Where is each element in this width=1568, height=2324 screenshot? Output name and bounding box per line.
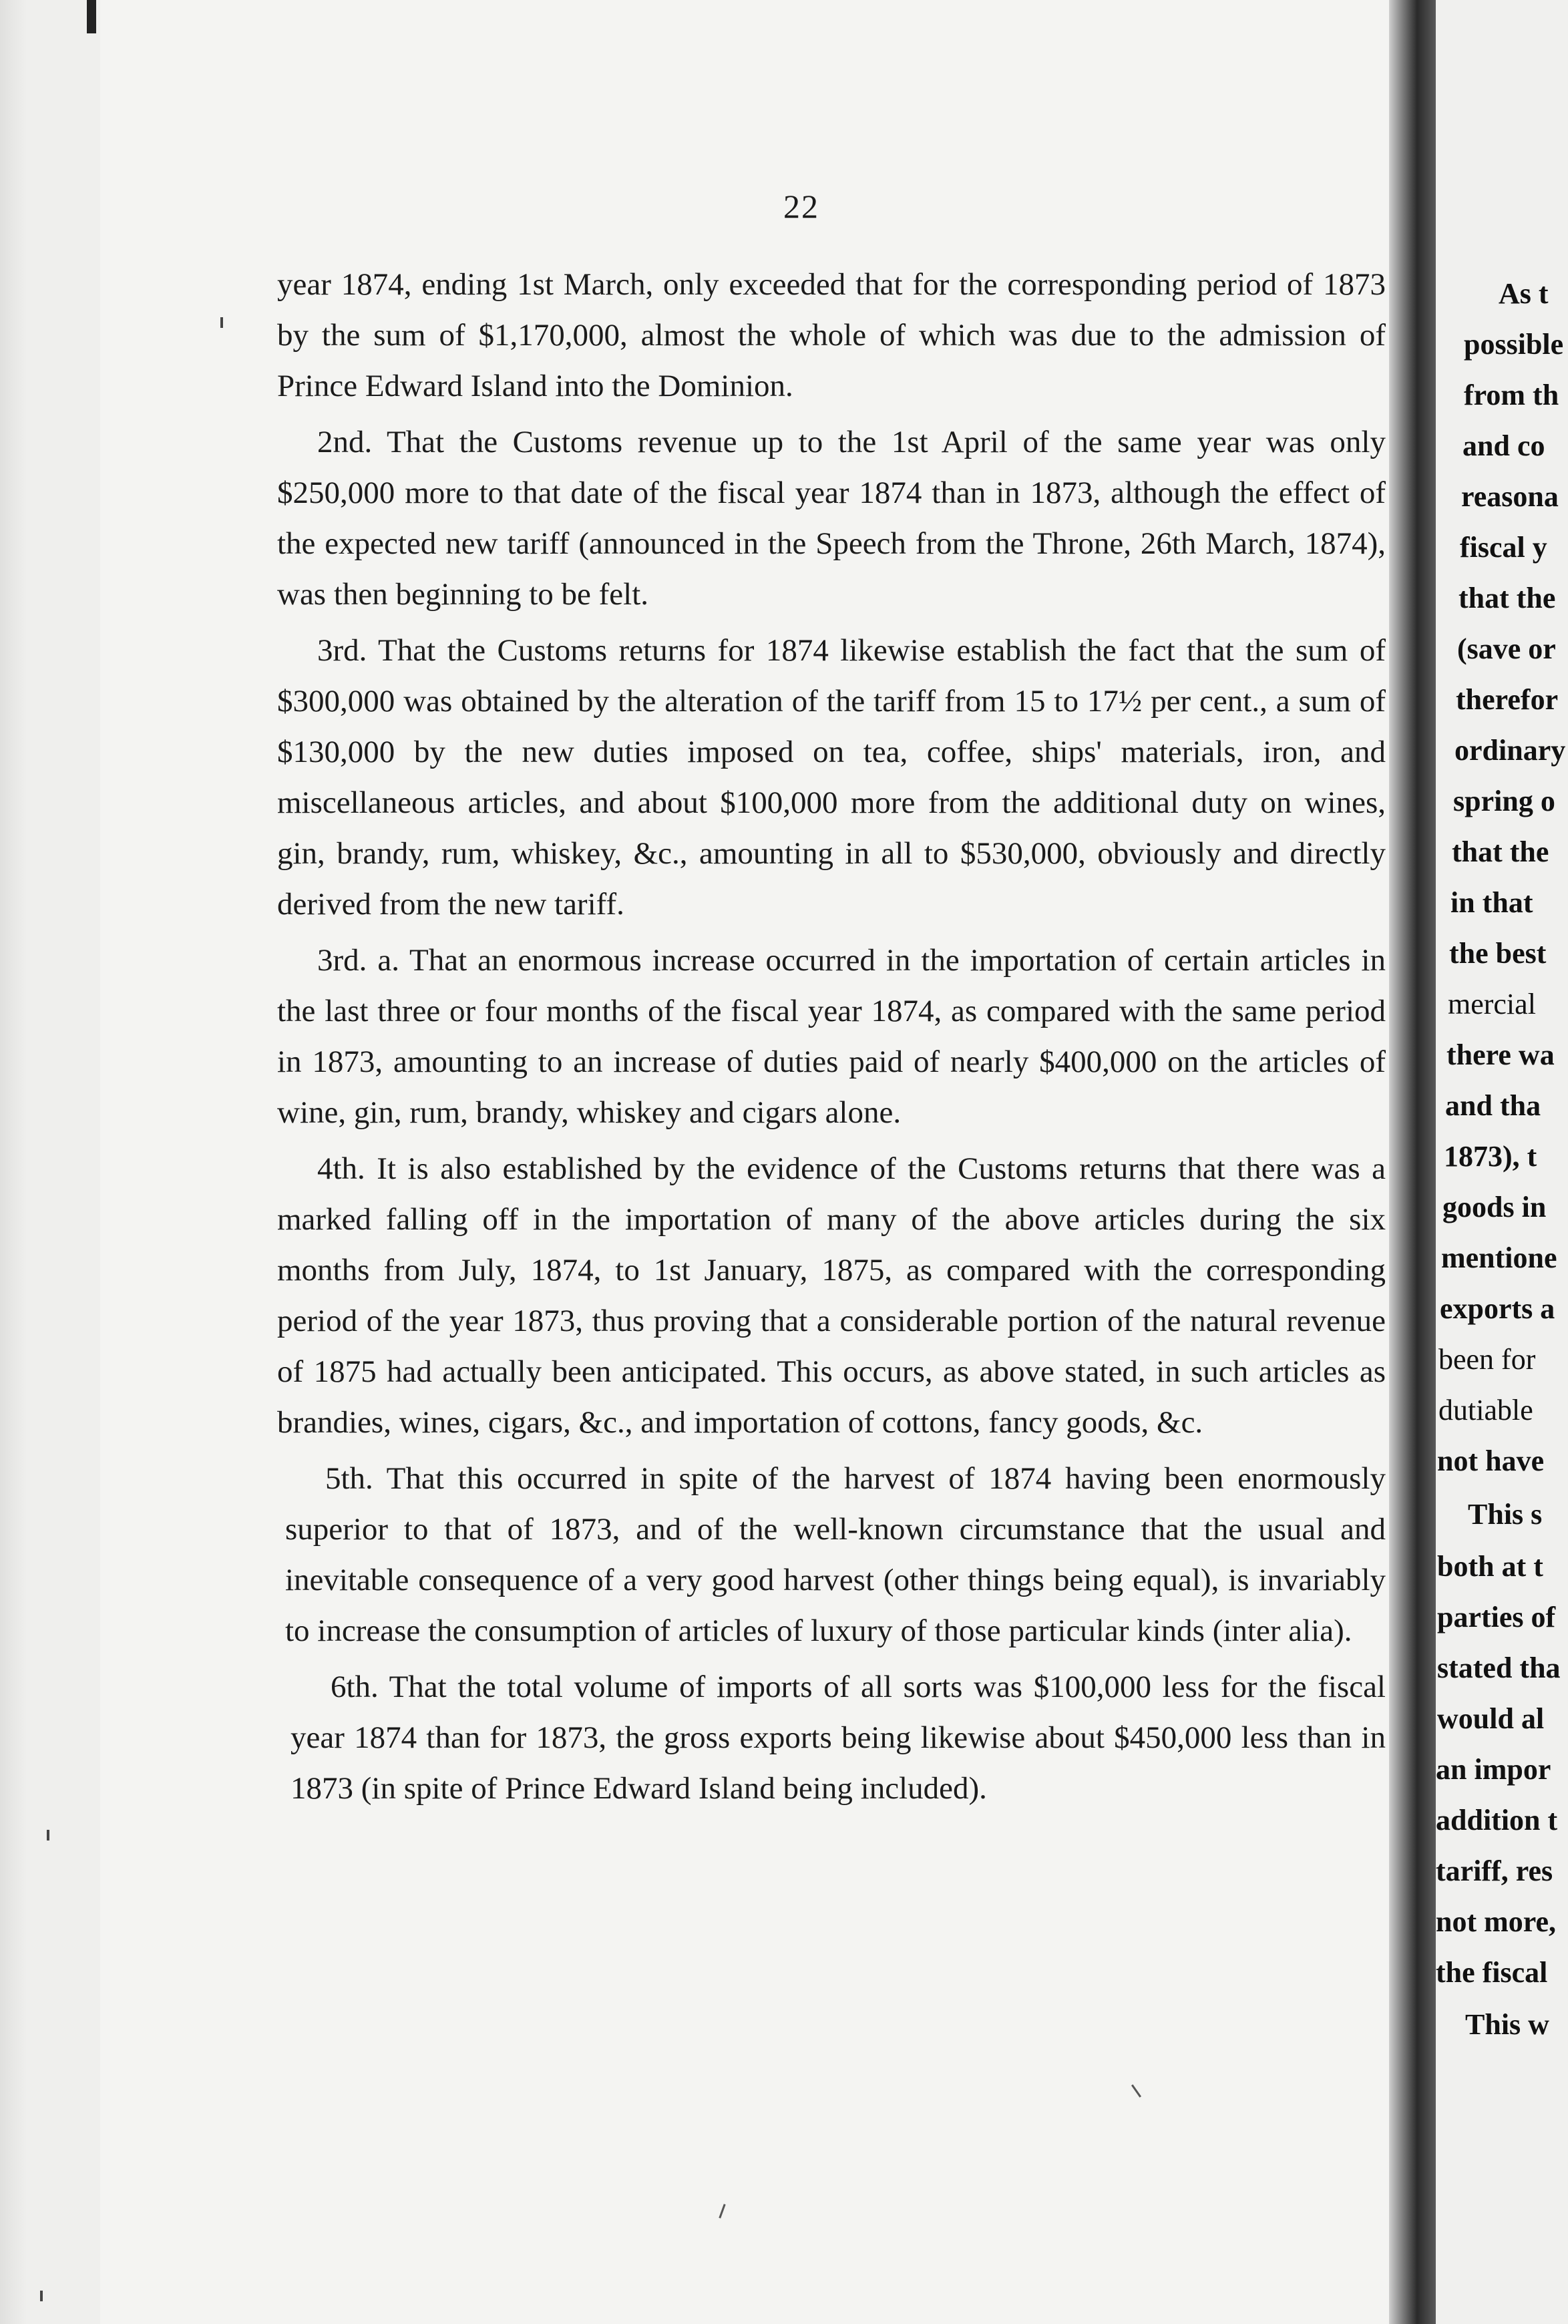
- right-line: mentione: [1441, 1241, 1557, 1274]
- paragraph-continuation: year 1874, ending 1st March, only exceeded that for the corresponding period of 1873 by the sum of $1,170,000, almost the whole of which was due to the admission of Prince Edward Island into the Dominion.: [277, 267, 1386, 403]
- right-line: 1873), t: [1444, 1140, 1537, 1173]
- right-line: that the: [1452, 835, 1549, 868]
- page-body: [277, 259, 1386, 1819]
- paragraph-3rd: 3rd. That the Customs returns for 1874 likewise establish the fact that the sum of $300,000 was obtained by the alteration of the tariff from 15 to 17½ per cent., a sum of $130,000 by the new duties imposed on tea, coffee, ships' materials, iron, and miscellaneous articles, and about $100,000 more from the additional duty on wines, gin, brandy, rum, whiskey, &c., amounting in all to $530,000, obviously and directly derived from the new tariff.: [277, 633, 1386, 922]
- right-line: not more,: [1436, 1905, 1557, 1938]
- right-line: mercial: [1448, 988, 1536, 1020]
- right-line: and tha: [1445, 1089, 1541, 1122]
- right-line: both at t: [1437, 1550, 1543, 1583]
- right-line: not have: [1437, 1444, 1545, 1477]
- right-line: in that: [1450, 886, 1533, 919]
- right-line: been for: [1438, 1343, 1536, 1376]
- right-line: As t: [1499, 277, 1549, 310]
- right-line: and co: [1462, 429, 1545, 462]
- book-gutter: [1389, 0, 1436, 2324]
- right-line: from th: [1464, 379, 1559, 411]
- right-line: would al: [1437, 1702, 1545, 1735]
- right-line: possible: [1464, 328, 1564, 361]
- right-line: fiscal y: [1460, 531, 1547, 564]
- right-line: goods in: [1442, 1191, 1547, 1223]
- right-line: This s: [1468, 1498, 1543, 1531]
- right-line: stated tha: [1437, 1652, 1561, 1684]
- book-page-right-fragment: [1436, 0, 1568, 2324]
- right-line: tariff, res: [1436, 1855, 1553, 1887]
- scan-speck: [220, 317, 223, 328]
- scan-left-edge: [0, 0, 27, 2324]
- right-line: ordinary: [1454, 734, 1566, 767]
- right-line: there wa: [1446, 1038, 1555, 1071]
- right-line: spring o: [1453, 785, 1555, 817]
- right-line: addition t: [1436, 1804, 1558, 1836]
- right-line: that the: [1458, 582, 1556, 614]
- right-line: exports a: [1440, 1292, 1555, 1325]
- paragraph-2nd: 2nd. That the Customs revenue up to the 1st April of the same year was only $250,000 more to that date of the fiscal year 1874 than in 1873, although the effect of the expected new tariff (announced in the Speech from the Throne, 26th March, 1874), was then beginning to be felt.: [277, 425, 1386, 612]
- paragraph-3rd-a: 3rd. a. That an enormous increase occurred in the importation of certain articles in the last three or four months of the fiscal year 1874, as compared with the same period in 1873, amounting to an increase of duties paid of nearly $400,000 on the articles of wine, gin, rum, brandy, whiskey and cigars alone.: [277, 943, 1386, 1130]
- right-line: parties of: [1437, 1601, 1556, 1633]
- page-number: 22: [783, 188, 819, 225]
- paragraph-4th: 4th. It is also established by the evidence of the Customs returns that there was a marked falling off in the importation of many of the above articles during the six months from July, 1874, to 1st January, 1875, as compared with the corresponding period of the year 1873, thus proving that a considerable portion of the natural revenue of 1875 had actually been anticipated. This occurs, as above stated, in such articles as brandies, wines, cigars, &c., and importation of cottons, fancy goods, &c.: [277, 1151, 1386, 1440]
- right-line: an impor: [1436, 1753, 1551, 1786]
- right-line: This w: [1465, 2008, 1549, 2041]
- scan-speck: [47, 1830, 49, 1841]
- right-line: the best: [1449, 937, 1547, 970]
- right-line: dutiable: [1438, 1394, 1533, 1426]
- paragraph-5th: 5th. That this occurred in spite of the harvest of 1874 having been enormously superior to that of 1873, and of the well-known circumstance that the usual and inevitable consequence of a very good harvest (other things being equal), is invariably to increase the consumption of articles of luxury of those particular kinds (inter alia).: [285, 1461, 1386, 1648]
- right-line: therefor: [1456, 683, 1559, 716]
- scan-speck: [40, 2291, 43, 2301]
- right-line: the fiscal: [1436, 1956, 1548, 1989]
- right-line: (save or: [1457, 632, 1556, 665]
- scan-corner-mark: [87, 0, 96, 33]
- paragraph-6th: 6th. That the total volume of imports of all sorts was $100,000 less for the fiscal year 1874 than for 1873, the gross exports being likewise about $450,000 less than in 1873 (in spite of Prince Edward Island being included).: [290, 1670, 1386, 1806]
- right-line: reasona: [1461, 480, 1559, 513]
